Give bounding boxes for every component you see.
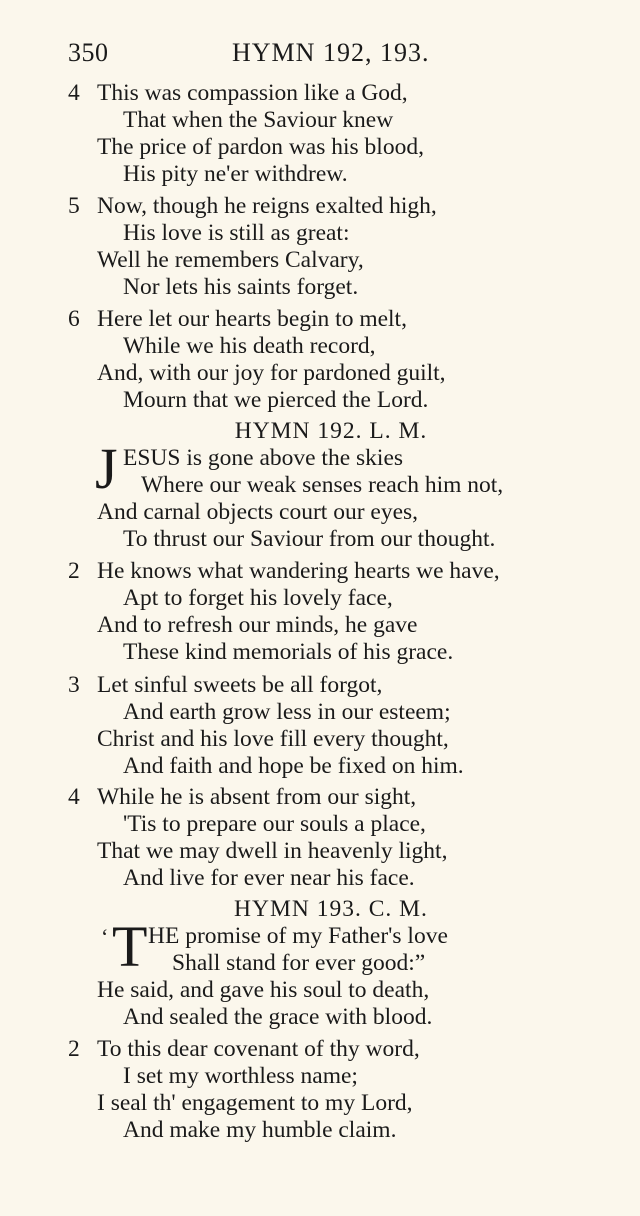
verse-line: The price of pardon was his blood, (97, 134, 424, 160)
verse-line: He knows what wandering hearts we have, (97, 558, 500, 584)
verse-line: And make my humble claim. (123, 1117, 397, 1143)
stanza-number: 3 (68, 672, 80, 698)
stanza-number: 4 (68, 784, 80, 810)
verse-line: And faith and hope be fixed on him. (123, 753, 464, 779)
verse-line: And live for ever near his face. (123, 865, 415, 891)
stanza-number: 2 (68, 1036, 80, 1062)
verse-line: These kind memorials of his grace. (123, 639, 454, 665)
verse-line: ESUS is gone above the skies (123, 445, 404, 471)
verse-line: While he is absent from our sight, (97, 784, 417, 810)
verse-line: Nor lets his saints forget. (123, 274, 359, 300)
verse-line: Let sinful sweets be all forgot, (97, 672, 383, 698)
verse-line: That we may dwell in heavenly light, (97, 838, 448, 864)
verse-line: He said, and gave his soul to death, (97, 977, 430, 1003)
stanza-number: 4 (68, 80, 80, 106)
verse-line: This was compassion like a God, (97, 80, 408, 106)
verse-line: Shall stand for ever good:” (172, 950, 426, 976)
verse-line: Here let our hearts begin to melt, (97, 306, 407, 332)
verse-line: And earth grow less in our esteem; (123, 699, 451, 725)
verse-line: And, with our joy for pardoned guilt, (97, 360, 446, 386)
hymn-193-title: HYMN 193. C. M. (234, 896, 428, 922)
stanza-number: 6 (68, 306, 80, 332)
stanza-number: 2 (68, 558, 80, 584)
verse-line: While we his death record, (123, 333, 376, 359)
verse-line: Well he remembers Calvary, (97, 247, 364, 273)
verse-line: And carnal objects court our eyes, (97, 499, 419, 525)
verse-line: That when the Saviour knew (123, 107, 394, 133)
verse-line: I set my worthless name; (123, 1063, 358, 1089)
verse-line: HE promise of my Father's love (148, 923, 448, 949)
verse-line: His love is still as great: (123, 220, 350, 246)
dropcap-letter: J (95, 436, 118, 501)
verse-line: And to refresh our minds, he gave (97, 612, 418, 638)
dropcap-letter: T (112, 914, 148, 979)
running-head: HYMN 192, 193. (232, 38, 430, 67)
verse-line: Now, though he reigns exalted high, (97, 193, 437, 219)
verse-line: To thrust our Saviour from our thought. (123, 526, 496, 552)
opening-quote: ‘ (101, 924, 109, 949)
verse-line: And sealed the grace with blood. (123, 1004, 433, 1030)
verse-line: To this dear covenant of thy word, (97, 1036, 420, 1062)
page-header (0, 38, 640, 72)
verse-line: 'Tis to prepare our souls a place, (123, 811, 426, 837)
verse-line: Mourn that we pierced the Lord. (123, 387, 429, 413)
stanza-number: 5 (68, 193, 80, 219)
hymn-192-title: HYMN 192. L. M. (234, 418, 428, 444)
verse-line: Christ and his love fill every thought, (97, 726, 449, 752)
verse-line: His pity ne'er withdrew. (123, 161, 348, 187)
verse-line: Apt to forget his lovely face, (123, 585, 393, 611)
verse-line: I seal th' engagement to my Lord, (97, 1090, 413, 1116)
verse-line: Where our weak senses reach him not, (141, 472, 504, 498)
page-number: 350 (68, 38, 109, 67)
